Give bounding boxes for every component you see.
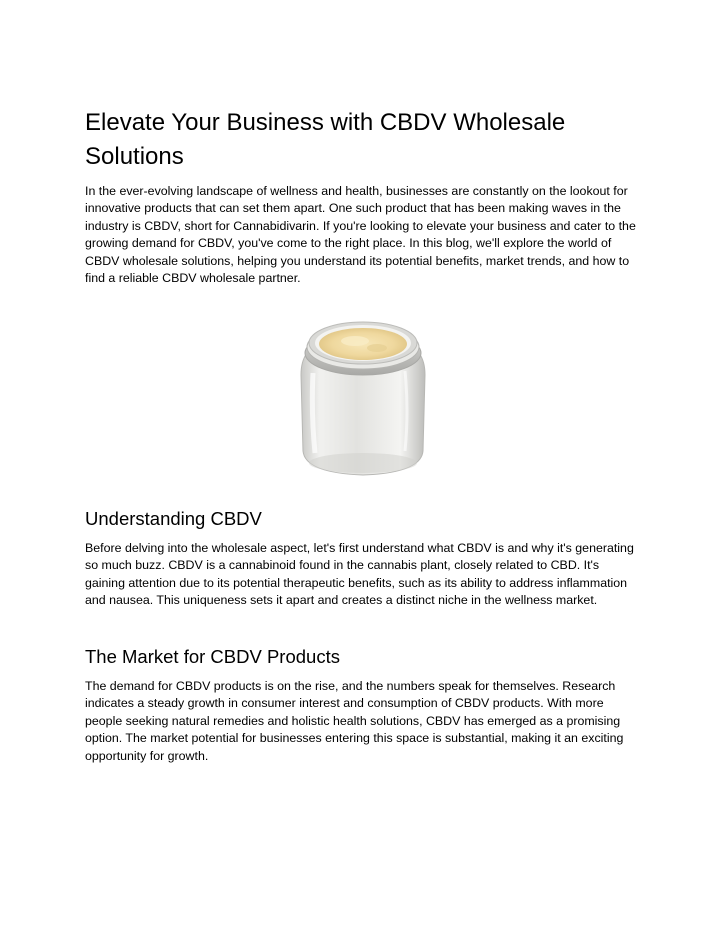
section-paragraph: The demand for CBDV products is on the rise, and the numbers speak for themselves. Research indicates a steady growth in consumer interest and consumption of CBDV products. With more people seeking natural remedies and holistic health solutions, CBDV has emerged as a promising option. The market potential for businesses entering this space is substantial, making it an exciting opportunity for growth.	[85, 679, 624, 763]
document-page	[85, 106, 640, 481]
intro-paragraph: In the ever-evolving landscape of wellness and health, businesses are constantly on the lookout for innovative products that can set them apart. One such product that has been making waves in the industry is CBDV, short for Cannabidivarin. If you're looking to elevate your business and cater to the growing demand for CBDV, you've come to the right place. In this blog, we'll explore the world of CBDV wholesale solutions, helping you understand its potential benefits, market trends, and how to find a reliable CBDV wholesale partner.	[85, 184, 636, 286]
section-market	[85, 645, 640, 765]
section-heading: Understanding CBDV	[85, 508, 262, 529]
section-understanding	[85, 507, 640, 610]
product-image	[85, 313, 640, 481]
powder-jar-image	[293, 313, 433, 481]
page-title: Elevate Your Business with CBDV Wholesale Solutions	[85, 109, 566, 170]
section-heading: The Market for CBDV Products	[85, 646, 340, 667]
section-paragraph: Before delving into the wholesale aspect, let's first understand what CBDV is and why it's generating so much buzz. CBDV is a cannabinoid found in the cannabis plant, closely related to CBD. It's gaining attention due to its potential therapeutic benefits, such as its ability to address inflammation and nausea. This uniqueness sets it apart and creates a distinct niche in the wellness market.	[85, 541, 634, 608]
